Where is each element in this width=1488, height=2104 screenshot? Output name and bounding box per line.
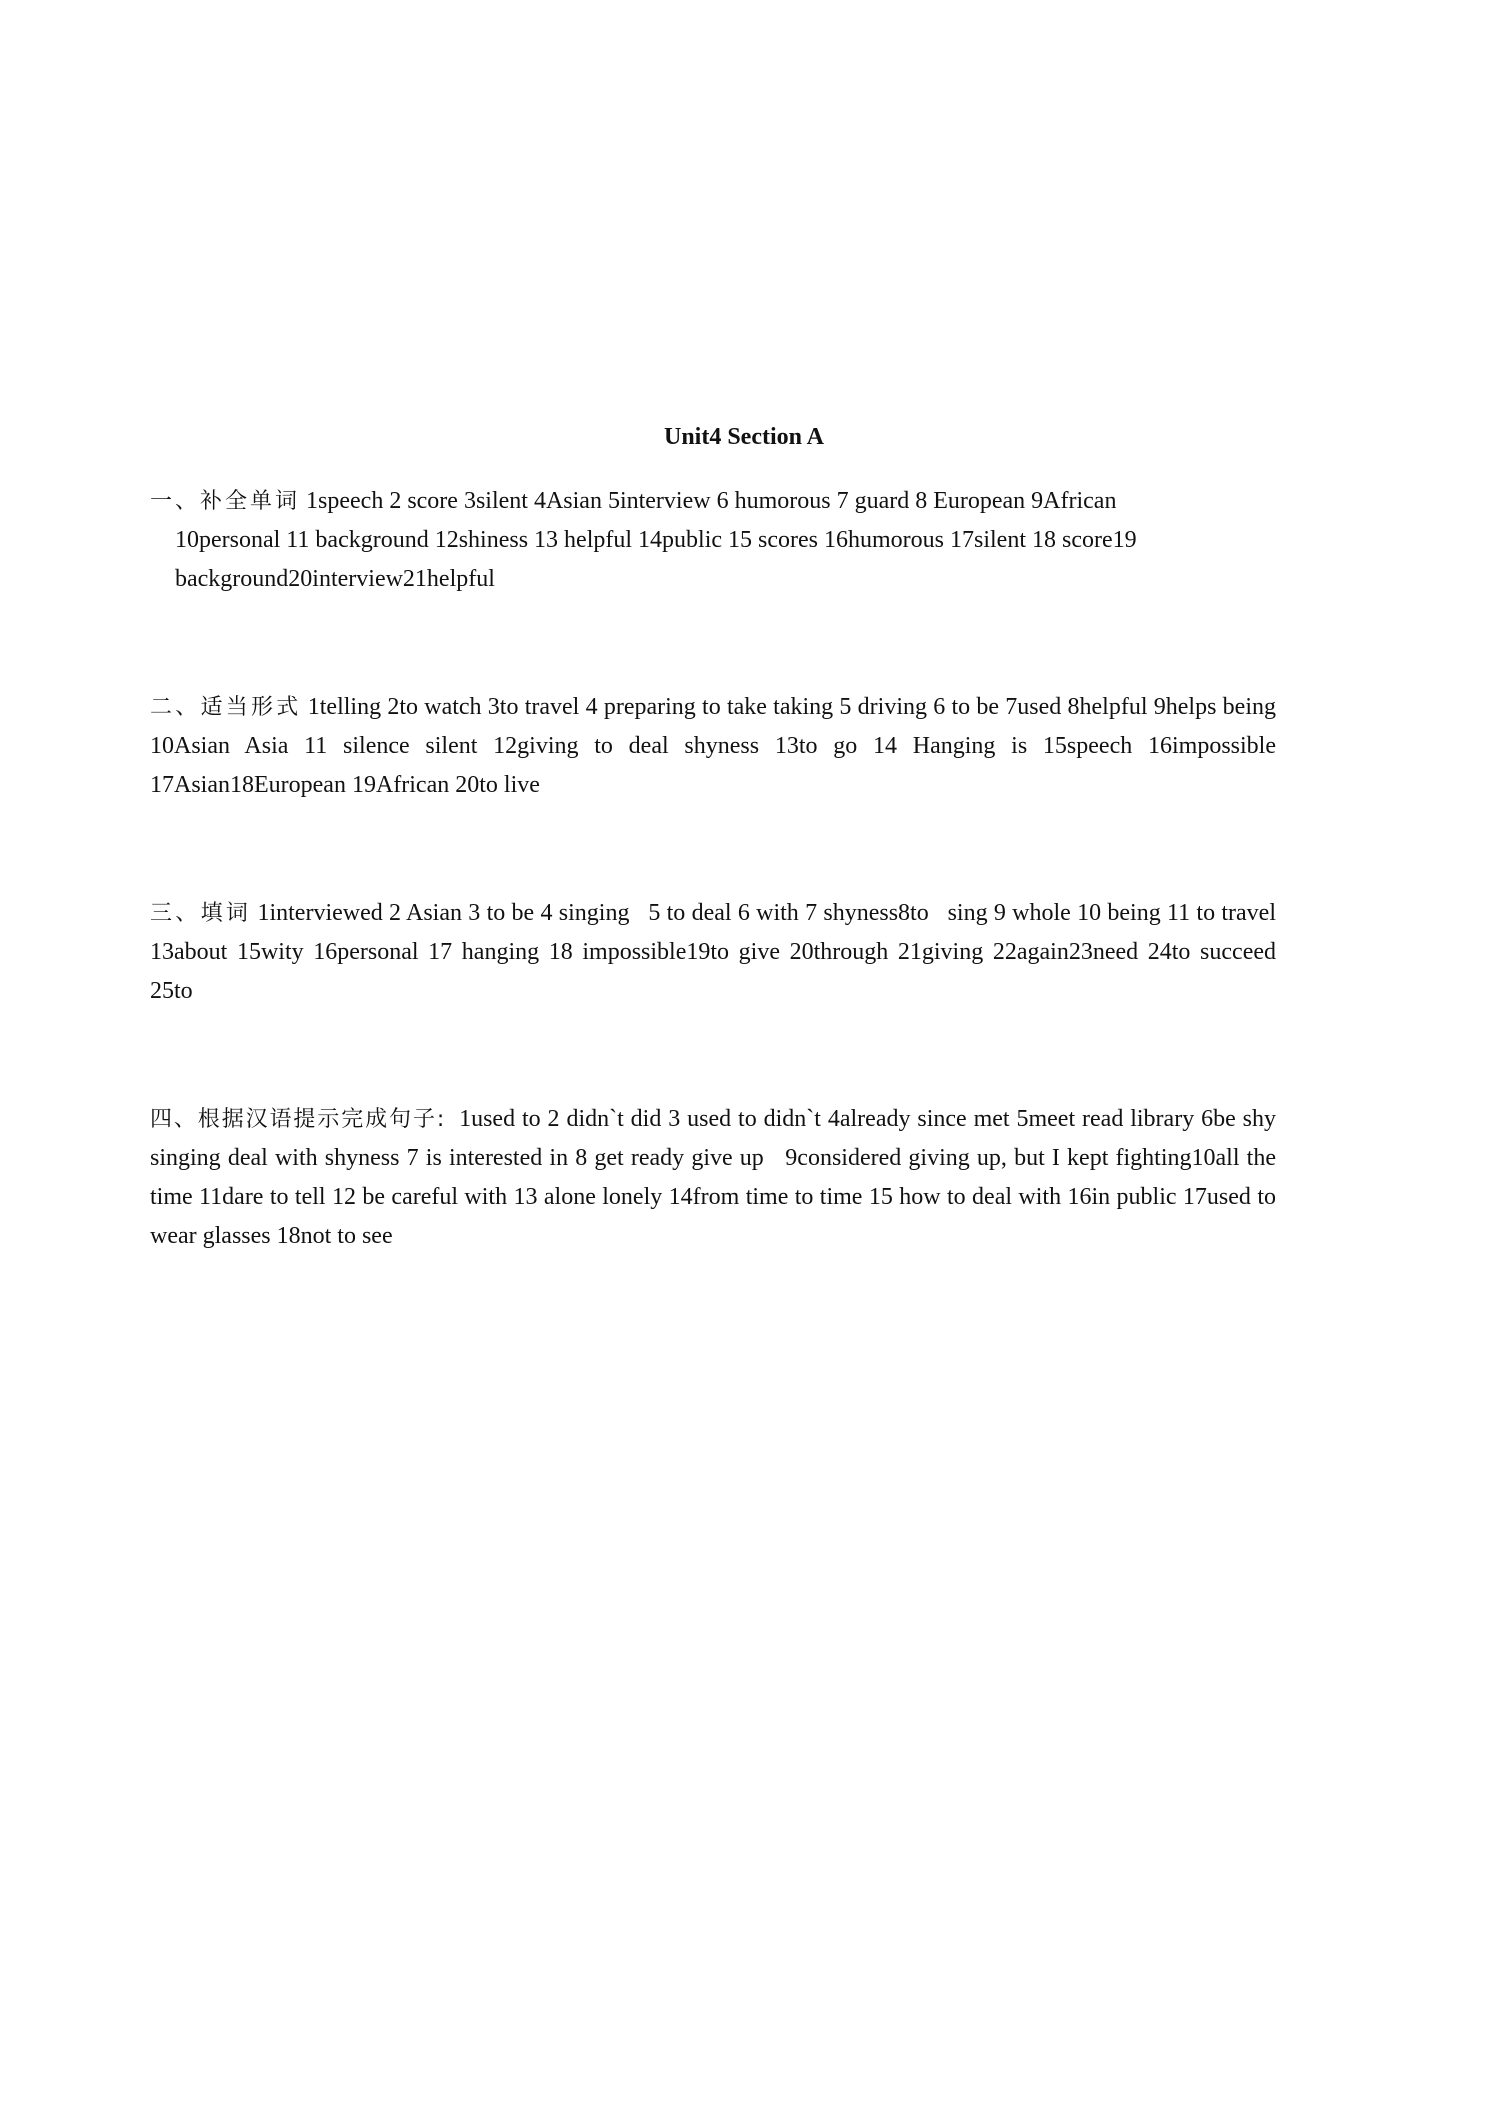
section-answers-line-2: 10personal 11 background 12shiness 13 helpful 14public 15 scores 16humorous 17silent 18 score19 [175,527,1137,553]
section-fill-words [150,894,1282,1011]
section-proper-form [150,688,1276,805]
section-heading: 二、适当形式 [150,695,302,720]
section-heading: 一、补全单词 [150,489,301,514]
section-heading: 四、根据汉语提示完成句子: [150,1107,446,1132]
section-answers: 1interviewed 2 Asian 3 to be 4 singing 5 to deal 6 with 7 shyness8to sing 9 whole 10 being 11 to travel 13about 15wity 16personal 17 hanging 18 impossible19to give 20through 21giving 22again23need 24to succeed 25to [150,900,1282,1004]
section-answers-line-3: background20interview21helpful [175,566,495,592]
section-complete-sentences [150,1100,1282,1256]
section-answers: 1used to 2 didn`t did 3 used to didn`t 4already since met 5meet read library 6be shy singing deal with shyness 7 is interested in 8 get ready give up 9considered giving up, but I kept fighting10all the time 11dare to tell 12 be careful with 13 alone lonely 14from time to time 15 how to deal with 16in public 17used to wear glasses 18not to see [150,1106,1282,1249]
section-answers: 1telling 2to watch 3to travel 4 preparing to take taking 5 driving 6 to be 7used 8helpful 9helps being 10Asian Asia 11 silence silent 12giving to deal shyness 13to go 14 Hanging is 15speech 16impossible 17Asian18European 19African 20to live [150,694,1276,798]
section-heading: 三、填词 [150,901,252,926]
section-complete-words [150,482,1276,599]
section-answers-line-1: 1speech 2 score 3silent 4Asian 5interview 6 humorous 7 guard 8 European 9African [306,488,1117,514]
page-title: Unit4 Section A [663,424,824,450]
